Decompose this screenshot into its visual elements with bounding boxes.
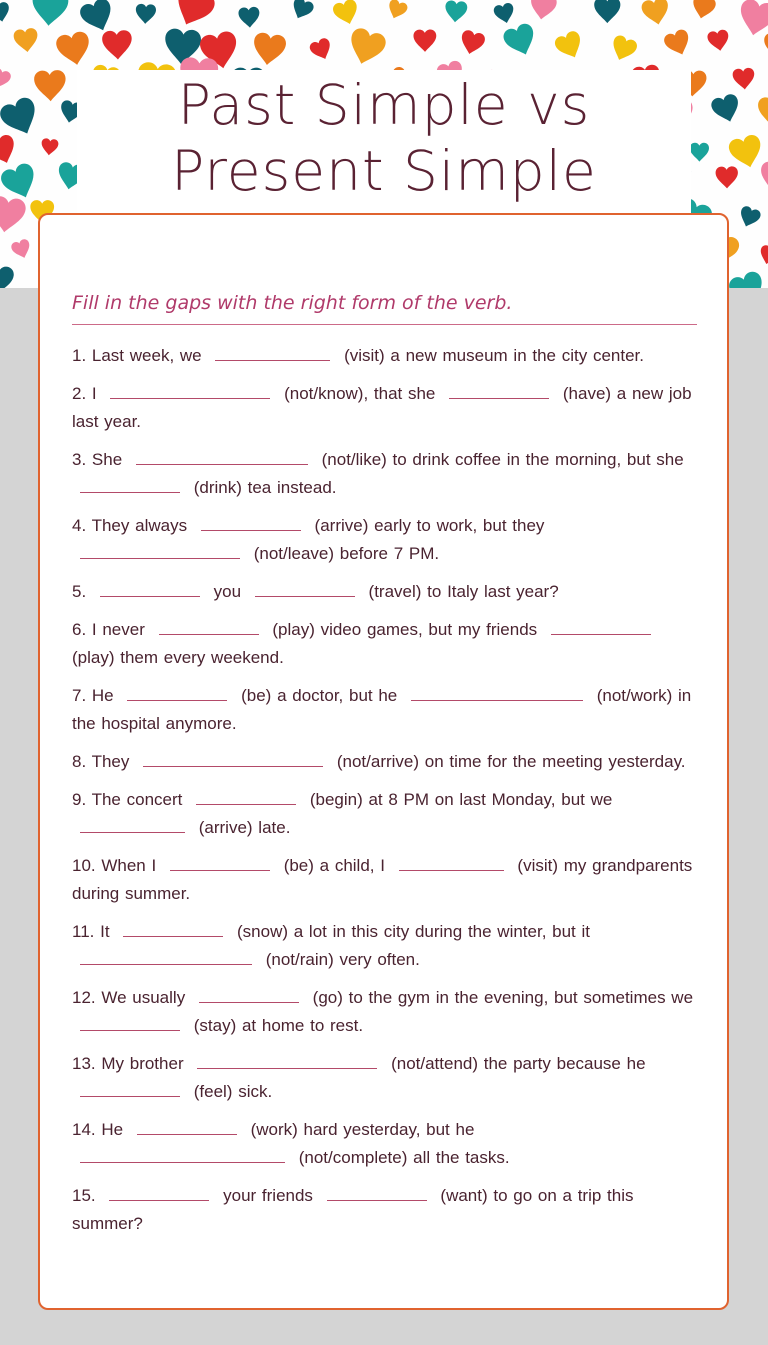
- answer-blank[interactable]: [551, 616, 651, 635]
- answer-blank[interactable]: [255, 578, 355, 597]
- question-12: 12. We usually (go) to the gym in the evening, but sometimes we (stay) at home to rest.: [72, 984, 698, 1040]
- question-5: 5. you (travel) to Italy last year?: [72, 578, 698, 606]
- heart-icon: [34, 70, 67, 102]
- heart-icon: [458, 29, 486, 57]
- heart-icon: [764, 33, 768, 58]
- heart-icon: [707, 29, 731, 53]
- heart-icon: [0, 1, 12, 24]
- answer-blank[interactable]: [80, 946, 252, 965]
- answer-blank[interactable]: [159, 616, 259, 635]
- heart-icon: [31, 0, 69, 27]
- heart-icon: [385, 0, 409, 22]
- question-13: 13. My brother (not/attend) the party because he (feel) sick.: [72, 1050, 698, 1106]
- answer-blank[interactable]: [196, 786, 296, 805]
- answer-blank[interactable]: [411, 682, 583, 701]
- question-6: 6. I never (play) video games, but my friends (play) them every weekend.: [72, 616, 698, 672]
- heart-icon: [135, 4, 156, 25]
- heart-icon: [690, 0, 717, 21]
- heart-icon: [715, 166, 738, 188]
- heart-icon: [501, 21, 540, 59]
- heart-icon: [0, 133, 20, 168]
- heart-icon: [13, 27, 39, 53]
- answer-blank[interactable]: [215, 342, 330, 361]
- answer-blank[interactable]: [143, 748, 323, 767]
- heart-icon: [553, 29, 587, 63]
- question-10: 10. When I (be) a child, I (visit) my grandparents during summer.: [72, 852, 698, 908]
- answer-blank[interactable]: [127, 682, 227, 701]
- instructions: Fill in the gaps with the right form of the verb.: [72, 292, 697, 325]
- page-title: [77, 72, 691, 204]
- answer-blank[interactable]: [137, 1116, 237, 1135]
- heart-icon: [0, 67, 12, 92]
- answer-blank[interactable]: [197, 1050, 377, 1069]
- heart-icon: [345, 26, 388, 69]
- answer-blank[interactable]: [80, 540, 240, 559]
- answer-blank[interactable]: [327, 1182, 427, 1201]
- answer-blank[interactable]: [136, 446, 308, 465]
- answer-blank[interactable]: [449, 380, 549, 399]
- answer-blank[interactable]: [170, 852, 270, 871]
- heart-icon: [308, 37, 335, 63]
- heart-icon: [0, 161, 41, 203]
- heart-icon: [732, 67, 756, 90]
- questions-list: [72, 342, 698, 1248]
- question-9: 9. The concert (begin) at 8 PM on last Monday, but we (arrive) late.: [72, 786, 698, 842]
- answer-blank[interactable]: [80, 1012, 180, 1031]
- heart-icon: [102, 30, 133, 60]
- title-line-1: Past Simple vs: [177, 73, 591, 137]
- question-14: 14. He (work) hard yesterday, but he (not/complete) all the tasks.: [72, 1116, 698, 1172]
- heart-icon: [608, 34, 639, 65]
- heart-icon: [727, 269, 768, 288]
- heart-icon: [528, 0, 557, 21]
- heart-icon: [40, 138, 58, 156]
- heart-icon: [757, 244, 768, 267]
- question-3: 3. She (not/like) to drink coffee in the morning, but she (drink) tea instead.: [72, 446, 698, 502]
- heart-icon: [0, 95, 43, 141]
- answer-blank[interactable]: [100, 578, 200, 597]
- heart-icon: [289, 0, 316, 22]
- heart-icon: [493, 2, 517, 25]
- answer-blank[interactable]: [80, 1078, 180, 1097]
- heart-icon: [331, 0, 361, 28]
- question-7: 7. He (be) a doctor, but he (not/work) in the hospital anymore.: [72, 682, 698, 738]
- answer-blank[interactable]: [109, 1182, 209, 1201]
- heart-icon: [0, 195, 27, 235]
- heart-icon: [444, 0, 468, 23]
- heart-icon: [662, 28, 693, 59]
- question-11: 11. It (snow) a lot in this city during the winter, but it (not/rain) very often.: [72, 918, 698, 974]
- heart-icon: [0, 264, 15, 288]
- heart-icon: [690, 143, 709, 162]
- heart-icon: [758, 160, 768, 193]
- question-8: 8. They (not/arrive) on time for the meeting yesterday.: [72, 748, 698, 776]
- heart-icon: [238, 6, 260, 28]
- answer-blank[interactable]: [399, 852, 504, 871]
- question-4: 4. They always (arrive) early to work, but they (not/leave) before 7 PM.: [72, 512, 698, 568]
- heart-icon: [737, 205, 763, 230]
- answer-blank[interactable]: [199, 984, 299, 1003]
- heart-icon: [727, 133, 766, 171]
- heart-icon: [78, 0, 118, 36]
- question-2: 2. I (not/know), that she (have) a new job last year.: [72, 380, 698, 436]
- heart-icon: [736, 0, 768, 39]
- heart-icon: [757, 97, 768, 126]
- heart-icon: [55, 30, 93, 68]
- answer-blank[interactable]: [201, 512, 301, 531]
- heart-icon: [251, 32, 287, 67]
- answer-blank[interactable]: [80, 814, 185, 833]
- heart-icon: [594, 0, 620, 23]
- heart-icon: [640, 0, 671, 27]
- answer-blank[interactable]: [123, 918, 223, 937]
- heart-icon: [413, 29, 436, 52]
- heart-icon: [710, 92, 743, 125]
- title-line-2: Present Simple: [171, 139, 597, 203]
- answer-blank[interactable]: [110, 380, 270, 399]
- heart-icon: [10, 238, 33, 261]
- answer-blank[interactable]: [80, 474, 180, 493]
- answer-blank[interactable]: [80, 1144, 285, 1163]
- heart-icon: [169, 0, 218, 32]
- question-15: 15. your friends (want) to go on a trip this summer?: [72, 1182, 698, 1238]
- question-1: 1. Last week, we (visit) a new museum in the city center.: [72, 342, 698, 370]
